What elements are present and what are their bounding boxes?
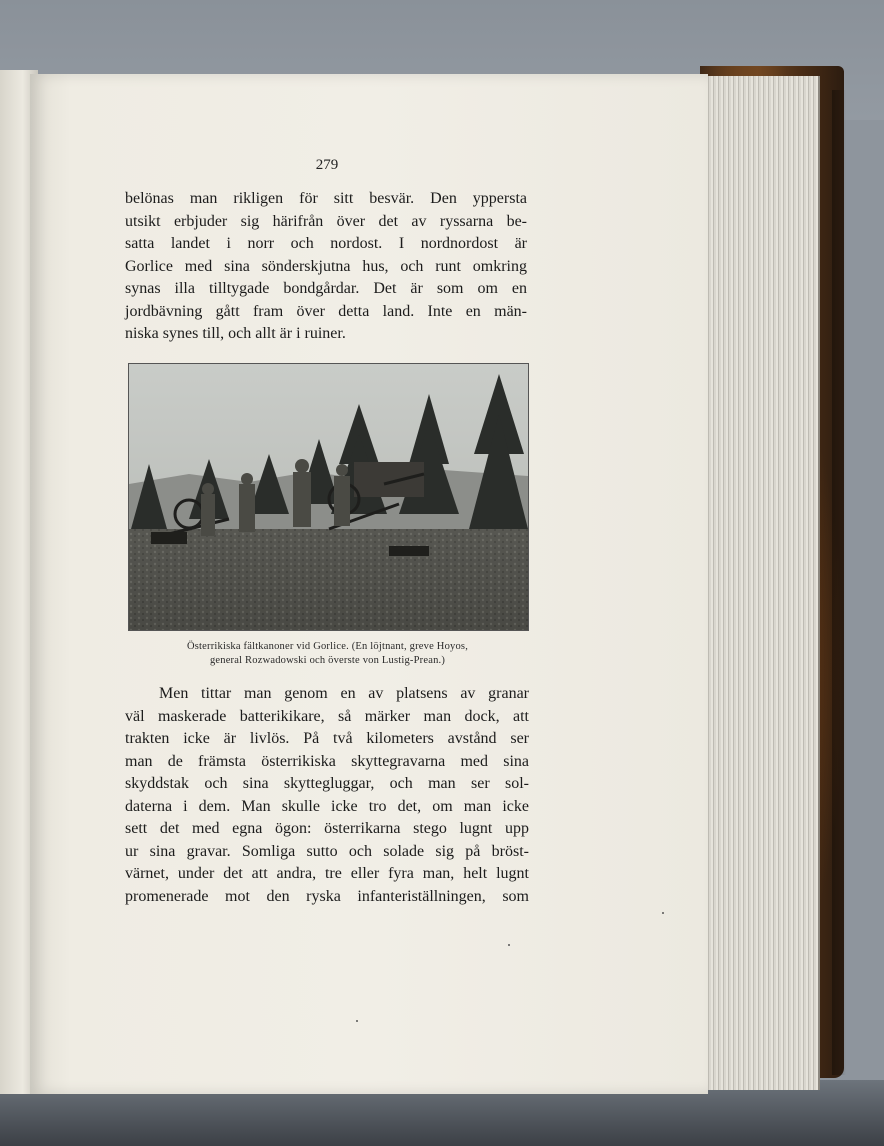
paragraph-2: [125, 683, 529, 908]
figure-caption: [128, 640, 527, 667]
text-line: utsikt erbjuder sig härifrån över det av ryssarna be-: [125, 212, 527, 230]
text-line: promenerade mot den ryska infanteriställningen, som: [125, 887, 529, 905]
paragraph-1: [125, 188, 527, 346]
text-line: daterna i dem. Man skulle icke tro det, om man icke: [125, 797, 529, 815]
field-cannons-photo: [128, 363, 529, 631]
text-line: satta landet i norr och nordost. I nordnordost är: [125, 235, 527, 252]
text-line: skyddstak och sina skyttegluggar, och man ser sol-: [125, 775, 529, 792]
text-line: trakten icke är livlös. På två kilometers avstånd ser: [125, 730, 529, 747]
paper-speck: [662, 912, 664, 914]
text-line: väl maskerade batterikikare, så märker man dock, att: [125, 707, 529, 725]
text-line: niska synes till, och allt är i ruiner.: [125, 325, 346, 342]
caption-line: general Rozwadowski och överste von Lustig-Prean.): [209, 654, 446, 666]
paper-speck: [356, 1020, 358, 1022]
text-line: Gorlice med sina sönderskjutna hus, och runt omkring: [125, 257, 527, 275]
cover-shadow: [832, 90, 846, 1075]
text-line: belönas man rikligen för sitt besvär. Den yppersta: [125, 190, 527, 207]
text-line: jordbävning gått fram över detta land. Inte en män-: [125, 302, 527, 320]
paper-speck: [508, 944, 510, 946]
text-line: ur sina gravar. Somliga sutto och solade sig på bröst-: [125, 842, 529, 860]
page-edges: [706, 76, 820, 1090]
text-line: Men tittar man genom en av platsens av granar: [159, 685, 529, 702]
text-line: synas illa tilltygade bondgårdar. Det är som om en: [125, 280, 527, 297]
text-line: man de främsta österrikiska skyttegravarna med sina: [125, 752, 529, 770]
caption-line: Österrikiska fältkanoner vid Gorlice. (En löjtnant, greve Hoyos,: [186, 641, 469, 652]
page-number: 279: [315, 157, 339, 173]
text-line: värnet, under det att andra, tre eller fyra man, helt lugnt: [125, 865, 529, 882]
text-line: sett det med egna ögon: österrikarna stego lugnt upp: [125, 820, 529, 837]
